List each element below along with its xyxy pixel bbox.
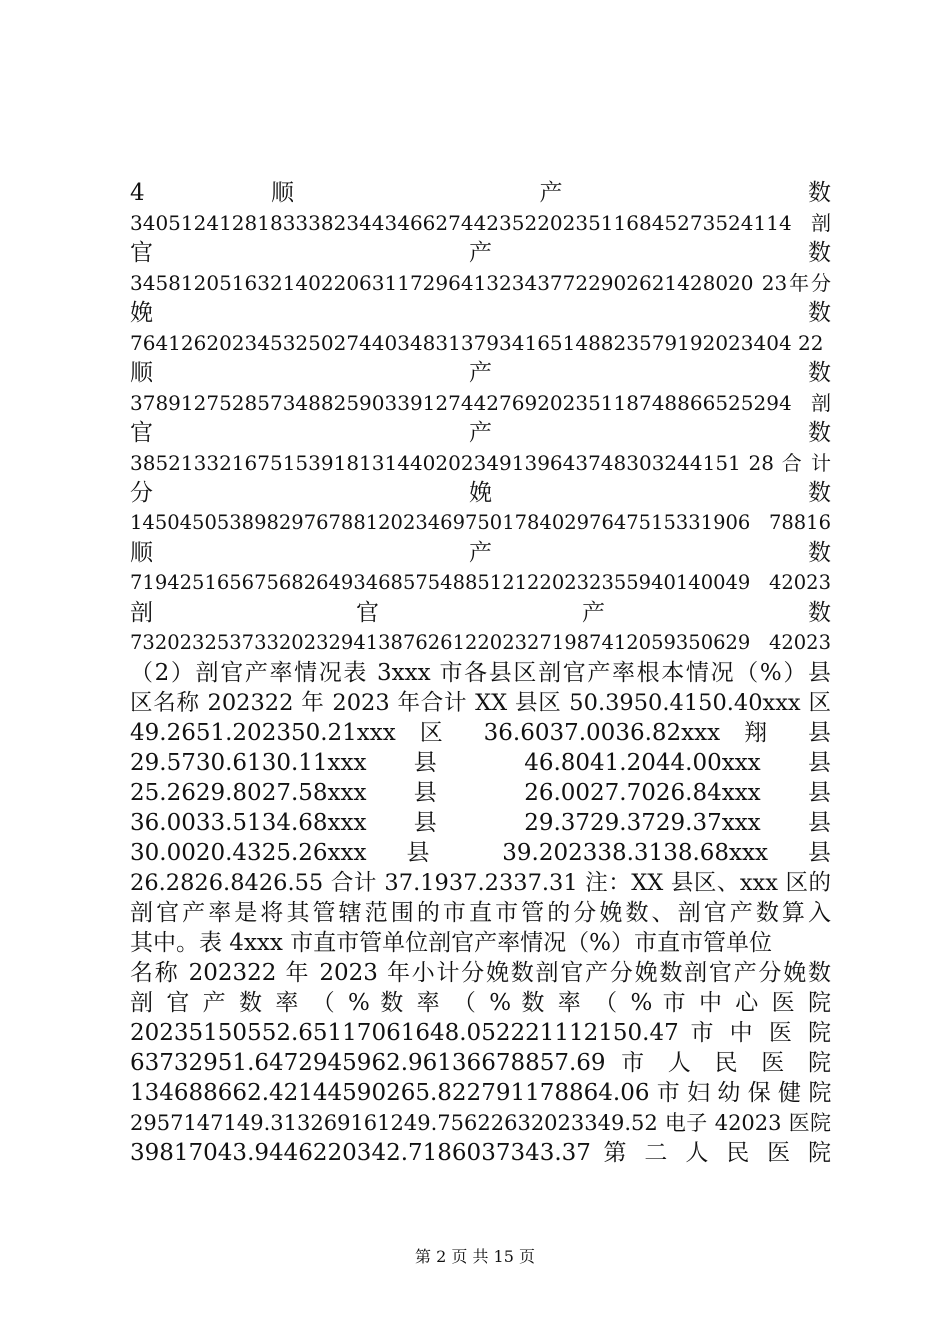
text-line: 385213321675153918131440202349139643748303244151 28 合 计 [130, 451, 831, 475]
text-line: （2）剖官产率情况表 3xxx 市各县区剖官产率根本情况（%）县 [130, 660, 831, 686]
text-line: 49.2651.202350.21xxx 区 36.6037.0036.82xxx 翔 县 [130, 720, 831, 746]
text-line: 官 产 数 [130, 420, 831, 446]
text-line: 3789127528573488259033912744276920235118748866525294 剖 [130, 391, 831, 415]
text-line: 20235150552.65117061648.052221112150.47 市 中 医 院 [130, 1020, 831, 1046]
text-line: 26.2826.8426.55 合计 37.1937.2337.31 注：XX 县区、xxx 区的 [130, 870, 831, 896]
text-line: 25.2629.8027.58xxx 县 26.0027.7026.84xxx 县 [130, 780, 831, 806]
text-line: 其中。表 4xxx 市直市管单位剖官产率情况（%）市直市管单位 [130, 930, 773, 956]
text-line: 娩 数 [130, 300, 831, 326]
text-line: 顺 产 数 [130, 360, 831, 386]
text-line: 顺 产 数 [130, 540, 831, 566]
text-line: 剖官产率是将其管辖范围的市直市管的分娩数、剖官产数算入 [130, 900, 831, 926]
text-line: 71942516567568264934685754885121220232355940140049 42023 [130, 571, 831, 594]
text-line: 39817043.9446220342.7186037343.37 第 二 人 民 医 院 [130, 1140, 831, 1166]
text-line: 3405124128183338234434662744235220235116845273524114 剖 [130, 211, 831, 235]
text-line: 4 顺 产 数 [130, 180, 831, 206]
text-line: 73202325373320232941387626122023271987412059350629 42023 [130, 631, 831, 654]
text-line: 区名称 202322 年 2023 年合计 XX 县区 50.3950.4150.40xxx 区 [130, 690, 831, 716]
text-line: 29.5730.6130.11xxx 县 46.8041.2044.00xxx 县 [130, 750, 831, 776]
page-footer: 第 2 页 共 15 页 [415, 1247, 535, 1266]
text-line: 3458120516321402206311729641323437722902621428020 23年分 [130, 271, 831, 295]
text-line: 36.0033.5134.68xxx 县 29.3729.3729.37xxx 县 [130, 810, 831, 836]
text-line: 30.0020.4325.26xxx 县 39.202338.3138.68xxx 县 [130, 840, 831, 866]
text-line: 134688662.42144590265.822791178864.06 市 妇 幼 保 健 院 [130, 1080, 831, 1106]
text-line: 剖 官 产 数 [130, 600, 831, 626]
text-line: 剖 官 产 数 率 （ % 数 率 （ % 数 率 （ % 市 中 心 医 院 [130, 990, 831, 1016]
text-line: 14504505389829767881202346975017840297647515331906 78816 [130, 511, 831, 534]
text-line: 名称 202322 年 2023 年小计分娩数剖官产分娩数剖官产分娩数 [130, 960, 831, 986]
text-line: 7641262023453250274403483137934165148823579192023404 22 [130, 331, 824, 355]
text-line: 2957147149.313269161249.75622632023349.52 电子 42023 医院 [130, 1111, 831, 1135]
text-line: 官 产 数 [130, 240, 831, 266]
text-line: 63732951.6472945962.96136678857.69 市 人 民 医 院 [130, 1050, 831, 1076]
text-line: 分 娩 数 [130, 480, 831, 506]
body-text [130, 178, 831, 1168]
